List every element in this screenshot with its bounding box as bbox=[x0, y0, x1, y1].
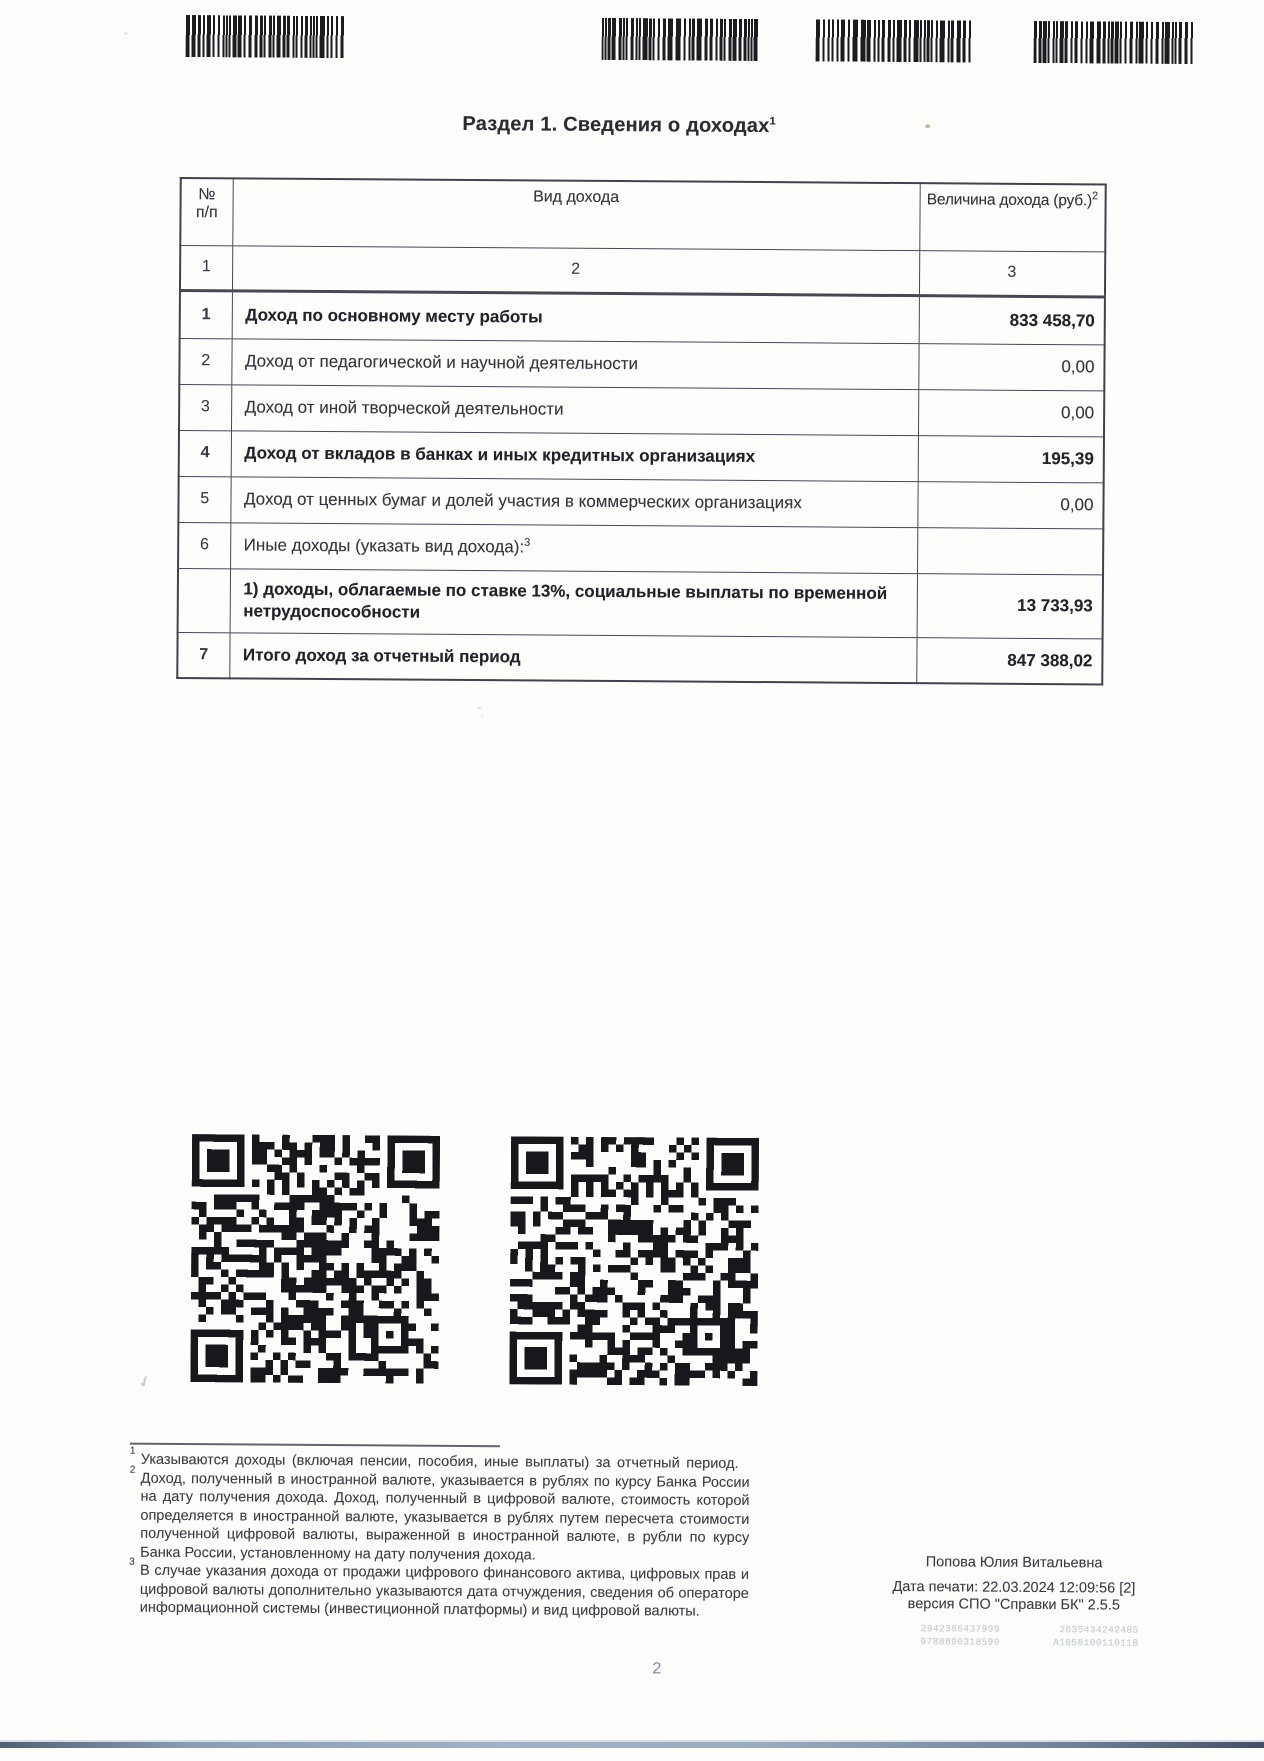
page-title bbox=[0, 110, 1239, 142]
footnote-text: В случае указания дохода от продажи цифрового финансового актива, цифровых прав и цифровой валюты дополнительно указываются дата отчуждения, сведения об операторе информационной системы (инвестиционной платформы) и вид цифровой валюты. bbox=[140, 1563, 749, 1620]
barcode-graphic bbox=[186, 15, 347, 58]
row-num: 5 bbox=[178, 476, 230, 522]
income-type: Доход от вкладов в банках и иных кредитных организациях bbox=[231, 430, 918, 481]
income-value: 847 388,02 bbox=[916, 637, 1102, 684]
scan-speck: „ bbox=[124, 25, 128, 37]
qr-code-image-1 bbox=[190, 1134, 440, 1384]
qr-code-image-2 bbox=[509, 1136, 759, 1386]
header-income-value-text: Величина дохода (руб.) bbox=[927, 191, 1092, 209]
print-info-block bbox=[869, 1554, 1160, 1650]
stamp-code: 2035434242485 bbox=[1059, 1623, 1138, 1637]
income-value: 0,00 bbox=[917, 481, 1103, 528]
row-num: 7 bbox=[177, 632, 229, 678]
income-value bbox=[917, 527, 1103, 574]
scan-speck: · bbox=[106, 586, 109, 596]
header-num-line2: п/п bbox=[196, 204, 218, 221]
print-date: Дата печати: 22.03.2024 12:09:56 [2] bbox=[869, 1579, 1159, 1597]
colnum-2: 2 bbox=[232, 245, 919, 295]
income-type: 1) доходы, облагаемые по ставке 13%, социальные выплаты по временной нетрудоспособности bbox=[230, 568, 917, 637]
income-type: Доход по основному месту работы bbox=[232, 290, 919, 343]
footnote-2 bbox=[129, 1469, 750, 1566]
income-type-text: Иные доходы (указать вид дохода): bbox=[244, 535, 525, 556]
scan-pen-mark: ✔ bbox=[135, 1371, 154, 1393]
header-value-footnote-ref: 2 bbox=[1092, 190, 1098, 202]
colnum-3: 3 bbox=[919, 250, 1105, 296]
income-value: 833 458,70 bbox=[919, 295, 1105, 344]
income-value: 0,00 bbox=[918, 389, 1104, 436]
column-numbering-row bbox=[180, 245, 1105, 296]
footnote-text: Указываются доходы (включая пенсии, пособия, иные выплаты) за отчетный период. bbox=[141, 1452, 739, 1472]
row-num: 1 bbox=[180, 290, 232, 338]
stamp-code: 9788890318590 bbox=[921, 1635, 1000, 1649]
barcode-graphic bbox=[816, 19, 974, 62]
income-type: Доход от иной творческой деятельности bbox=[231, 384, 918, 435]
qr-graphic bbox=[509, 1136, 759, 1386]
footnote-text: Доход, полученный в иностранной валюте, указывается в рублях по курсу Банка России на дату получения дохода. Доход, полученный в цифровой валюте, стоимость которой определяется в иностранной валюте, указывается в рублях путем пересчета стоимости полученной цифровой валюты, выраженной в иностранной валюте, в рубли по курсу Банка России, установленному на дату получения дохода. bbox=[140, 1470, 750, 1563]
page-number: 2 bbox=[652, 1660, 661, 1678]
row-footnote-ref: 3 bbox=[524, 537, 530, 549]
footnote-divider bbox=[130, 1443, 500, 1448]
table-row bbox=[178, 522, 1103, 574]
scan-speck: ˆ. bbox=[477, 705, 484, 719]
footnotes bbox=[129, 1451, 750, 1622]
stamp-codes bbox=[921, 1622, 1139, 1650]
footnote-3 bbox=[129, 1562, 749, 1622]
row-num bbox=[178, 568, 230, 632]
income-type: Доход от ценных бумаг и долей участия в коммерческих организациях bbox=[230, 476, 917, 527]
qr-graphic bbox=[190, 1134, 440, 1384]
table-row bbox=[179, 338, 1104, 390]
header-num bbox=[180, 178, 232, 245]
header-income-value bbox=[919, 183, 1105, 251]
row-num: 6 bbox=[178, 522, 230, 568]
stamp-code: 2942386437999 bbox=[921, 1622, 1000, 1636]
barcode-graphic bbox=[602, 18, 760, 61]
software-version: версия СПО "Справки БК" 2.5.5 bbox=[869, 1596, 1159, 1614]
table-row bbox=[180, 290, 1105, 344]
scan-edge-line bbox=[0, 1742, 1264, 1748]
table-row bbox=[178, 476, 1103, 528]
row-num: 2 bbox=[179, 338, 231, 384]
stamp-code: A105810011011B bbox=[1053, 1636, 1139, 1650]
stamp-code-row bbox=[921, 1635, 1139, 1650]
title-footnote-ref: 1 bbox=[769, 115, 775, 127]
header-num-line1: № bbox=[198, 186, 215, 203]
table-row bbox=[179, 430, 1104, 482]
barcode-image-4 bbox=[1034, 21, 1195, 64]
barcode-image-1 bbox=[186, 15, 347, 58]
table-header-row bbox=[180, 178, 1105, 251]
table-row bbox=[179, 384, 1104, 436]
income-value: 195,39 bbox=[918, 435, 1104, 482]
income-table bbox=[176, 177, 1106, 685]
barcode-image-2 bbox=[602, 18, 760, 61]
table-row bbox=[177, 632, 1102, 684]
income-type: Итого доход за отчетный период bbox=[229, 632, 916, 683]
income-value: 13 733,93 bbox=[917, 573, 1103, 638]
table-row bbox=[178, 568, 1103, 638]
declarant-name: Попова Юлия Витальевна bbox=[869, 1554, 1159, 1572]
barcode-graphic bbox=[1034, 21, 1195, 64]
barcode-image-3 bbox=[816, 19, 974, 62]
row-num: 3 bbox=[179, 384, 231, 430]
header-income-type-text: Вид дохода bbox=[533, 188, 619, 206]
header-income-type bbox=[232, 178, 919, 250]
income-type: Доход от педагогической и научной деятельности bbox=[231, 338, 918, 389]
row-num: 4 bbox=[179, 430, 231, 476]
income-type bbox=[230, 522, 917, 573]
colnum-1: 1 bbox=[180, 245, 232, 290]
page-title-text: Раздел 1. Сведения о доходах bbox=[462, 113, 769, 137]
income-value: 0,00 bbox=[918, 343, 1104, 390]
